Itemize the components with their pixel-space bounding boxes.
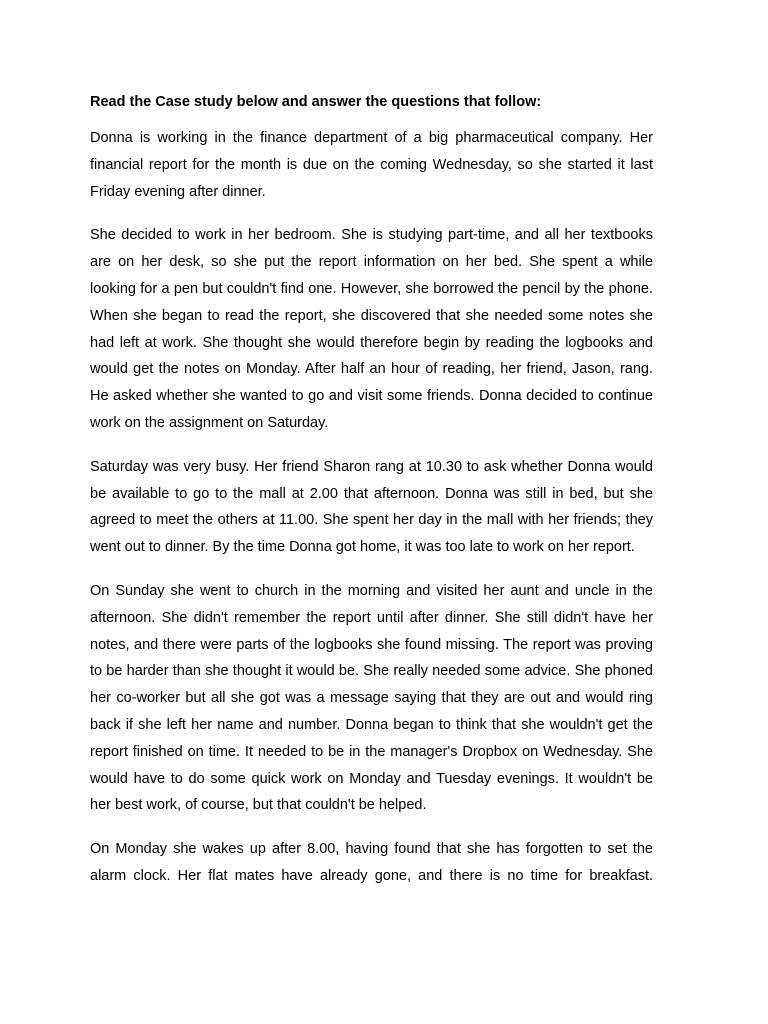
paragraph-saturday: Saturday was very busy. Her friend Sharon rang at 10.30 to ask whether Donna would be available to go to the mall at 2.00 that afternoon. Donna was still in bed, but she agreed to meet the others at 11.00. She spent her day in the mall with her friends; they went out to dinner. By the time Donna got home, it was too late to work on her report. bbox=[90, 458, 653, 556]
paragraph-monday: On Monday she wakes up after 8.00, having found that she has forgotten to set the alarm clock. Her flat mates have already gone, and there is no time for breakfast. bbox=[90, 841, 653, 884]
case-study-heading: Read the Case study below and answer the questions that follow: bbox=[90, 94, 542, 110]
paragraph-sunday: On Sunday she went to church in the morning and visited her aunt and uncle in the afternoon. She didn't remember the report until after dinner. She still didn't have her notes, and there were parts of the logbooks she found missing. The report was proving to be harder than she thought it would be. She really needed some advice. She phoned her co-worker but all she got was a message saying that they are out and would ring back if she left her name and number. Donna began to think that she wouldn't get the report finished on time. It needed to be in the manager's Dropbox on Wednesday. She would have to do some quick work on Monday and Tuesday evenings. It wouldn't be her best work, of course, but that couldn't be helped. bbox=[90, 582, 653, 814]
paragraph-bedroom: She decided to work in her bedroom. She is studying part-time, and all her textbooks are on her desk, so she put the report information on her bed. She spent a while looking for a pen but couldn't find one. However, she borrowed the pencil by the phone. When she began to read the report, she discovered that she needed some notes she had left at work. She thought she would therefore begin by reading the logbooks and would get the notes on Monday. After half an hour of reading, her friend, Jason, rang. He asked whether she wanted to go and visit some friends. Donna decided to continue work on the assignment on Saturday. bbox=[90, 227, 653, 431]
document-page bbox=[90, 91, 653, 1024]
paragraph-friday: Donna is working in the finance department of a big pharmaceutical company. Her financial report for the month is due on the coming Wednesday, so she started it last Friday evening after dinner. bbox=[90, 130, 653, 200]
